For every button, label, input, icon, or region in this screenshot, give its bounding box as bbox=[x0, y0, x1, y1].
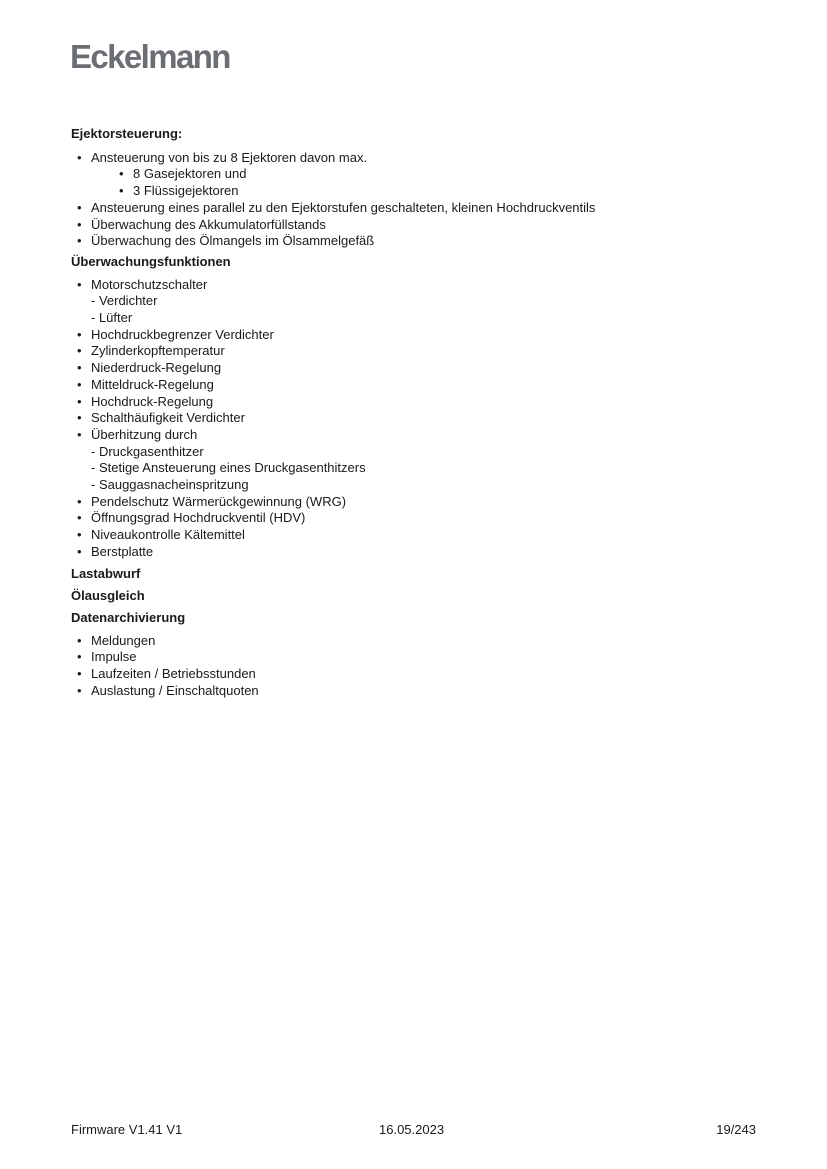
ejektor-sublist bbox=[71, 166, 761, 199]
page-content bbox=[71, 126, 761, 700]
section-title-ejektorsteuerung: Ejektorsteuerung: bbox=[71, 126, 183, 141]
footer-page-number: 19/243 bbox=[716, 1122, 756, 1137]
list-item: • 8 Gasejektoren und bbox=[71, 166, 761, 183]
list-item: • Motorschutzschalter bbox=[71, 277, 761, 294]
sub-item: - Druckgasenthitzer bbox=[91, 443, 204, 459]
sub-item: - Lüfter bbox=[91, 310, 133, 326]
eckelmann-logo: Eckelmann bbox=[70, 38, 230, 75]
sub-item: - Stetige Ansteuerung eines Druckgasenthitzers bbox=[91, 460, 366, 476]
list-item: • Überwachung des Ölmangels im Ölsammelgefäß bbox=[71, 233, 761, 250]
list-item: • Niveaukontrolle Kältemittel bbox=[71, 527, 761, 544]
section-title-ueberwachungsfunktionen: Überwachungsfunktionen bbox=[71, 253, 231, 269]
list-item: • Hochdruckbegrenzer Verdichter bbox=[71, 327, 761, 344]
list-item: • Hochdruck-Regelung bbox=[71, 394, 761, 411]
list-item: • Impulse bbox=[71, 649, 761, 666]
list-item: • Überhitzung durch bbox=[71, 427, 761, 444]
list-item: • Überwachung des Akkumulatorfüllstands bbox=[71, 217, 761, 234]
list-item: • Niederdruck-Regelung bbox=[71, 360, 761, 377]
section-title-oelausgleich: Ölausgleich bbox=[71, 588, 145, 604]
list-item: • Zylinderkopftemperatur bbox=[71, 343, 761, 360]
list-item: • Schalthäufigkeit Verdichter bbox=[71, 410, 761, 427]
footer-firmware: Firmware V1.41 V1 bbox=[71, 1122, 183, 1137]
sub-item: - Sauggasnacheinspritzung bbox=[91, 477, 249, 493]
list-item: • Ansteuerung eines parallel zu den Ejektorstufen geschalteten, kleinen Hochdruckventils bbox=[71, 200, 761, 217]
datenarchivierung-list bbox=[71, 633, 761, 700]
list-item: • Ansteuerung von bis zu 8 Ejektoren davon max. • 8 Gasejektoren und • 3 Flüssigejektoren bbox=[71, 150, 761, 200]
list-item: • Meldungen bbox=[71, 633, 761, 650]
list-item: • Berstplatte bbox=[71, 544, 761, 561]
list-item: • 3 Flüssigejektoren bbox=[71, 183, 761, 200]
list-item: • Öffnungsgrad Hochdruckventil (HDV) bbox=[71, 510, 761, 527]
list-item: • Pendelschutz Wärmerückgewinnung (WRG) bbox=[71, 494, 761, 511]
section-title-lastabwurf: Lastabwurf bbox=[71, 565, 141, 581]
footer-date: 16.05.2023 bbox=[379, 1122, 445, 1137]
list-item: • Auslastung / Einschaltquoten bbox=[71, 683, 761, 700]
section-title-datenarchivierung: Datenarchivierung bbox=[71, 609, 186, 625]
list-item: • Mitteldruck-Regelung bbox=[71, 377, 761, 394]
ejektor-list bbox=[71, 150, 761, 250]
list-item: • Laufzeiten / Betriebsstunden bbox=[71, 666, 761, 683]
ueberwachung-list bbox=[71, 277, 761, 561]
sub-item: - Verdichter bbox=[91, 293, 158, 309]
